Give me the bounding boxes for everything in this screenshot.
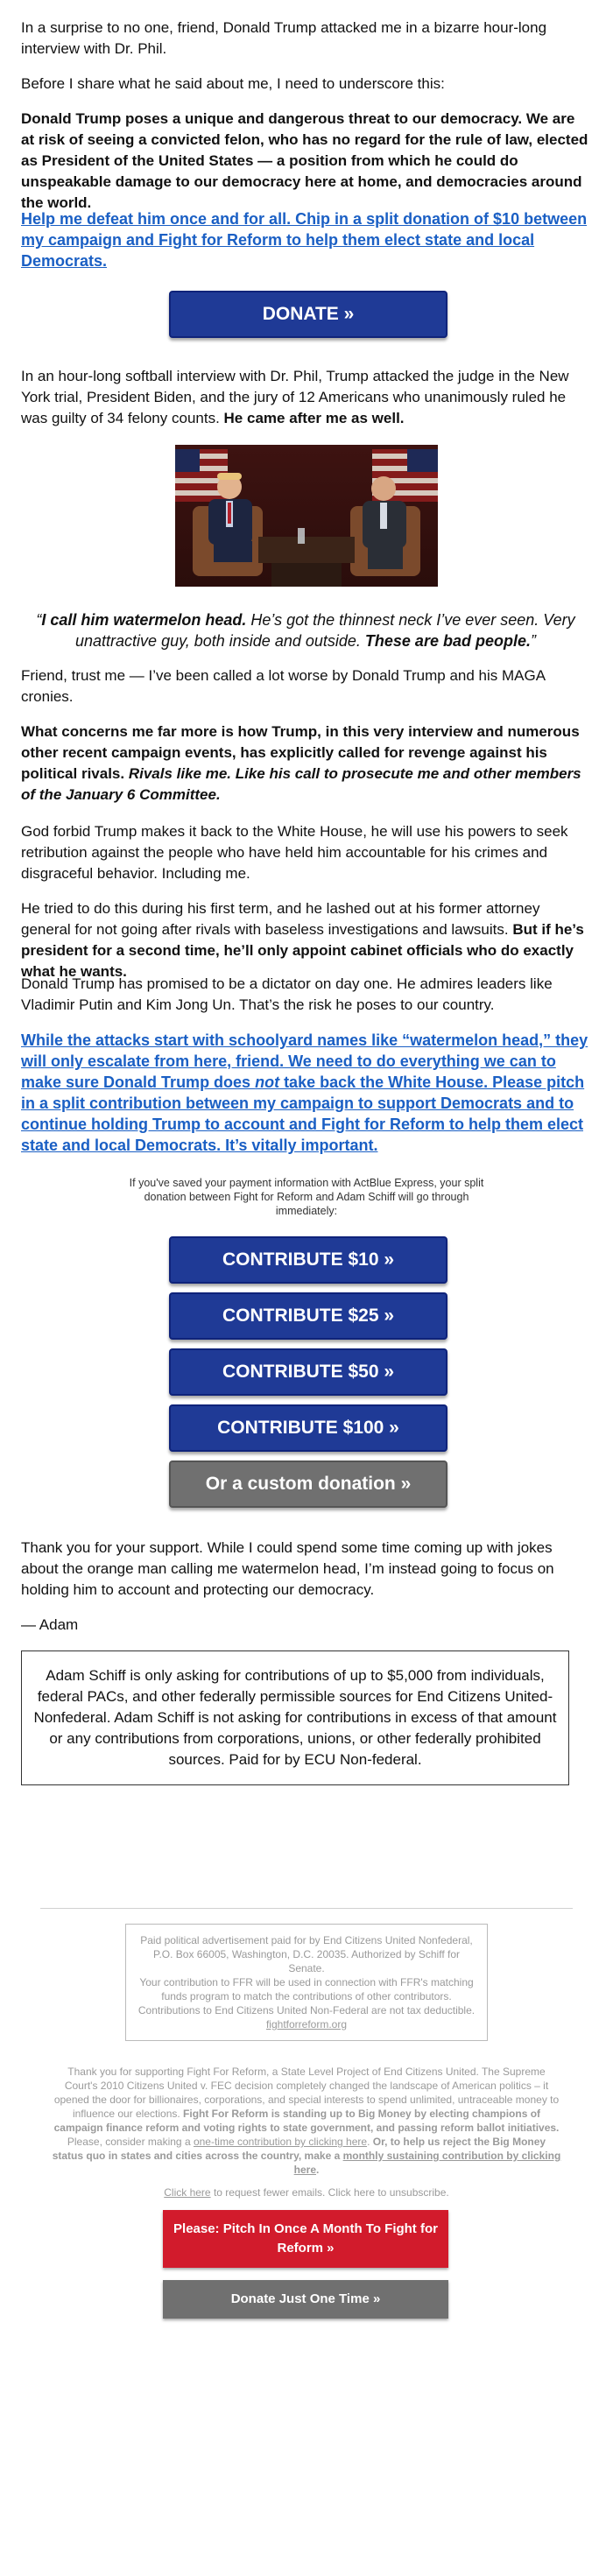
citizens-united-paragraph: [51, 2065, 562, 2135]
body-paragraph: [21, 898, 590, 982]
fightforreform-link[interactable]: fightforreform.org: [265, 2018, 348, 2031]
tax-text: Contributions to End Citizens United Non-Federal are not tax deductible.: [137, 2004, 476, 2016]
revenge-text: What concerns me far more is how Trump, in this very interview and numerous other recent campaign events, has explicitly called for revenge against his political rivals.: [21, 723, 580, 782]
contribute-25-button[interactable]: CONTRIBUTE $25 »: [169, 1292, 447, 1340]
contribute-10-button[interactable]: CONTRIBUTE $10 »: [169, 1236, 447, 1284]
fewer-emails-link[interactable]: Click here: [164, 2186, 211, 2199]
big-money-emphasis: Fight For Reform is standing up to Big Money by electing champions of campaign finance reform and voting rights to state government, and passing reform ballot initiatives.: [53, 2108, 560, 2134]
consider-emphasis: .: [316, 2164, 320, 2176]
revenge-emphasis: Rivals like me. Like his call to prosecute me and other members of the January 6 Committee.: [21, 765, 581, 803]
citizens-united-text: Thank you for supporting Fight For Reform, a State Level Project of End Citizens United. The Supreme Court's 2010 Citizens United v. FEC decision completely changed the landscape of American politics – it opened the door for billionaires, corporations, and special interests to spend unlimited, untraceable money to influence our elections.: [53, 2066, 560, 2120]
footer-divider: [40, 1908, 573, 1909]
contribution-options: [51, 2135, 562, 2177]
one-time-contribution-link[interactable]: one-time contribution by clicking here: [193, 2136, 368, 2148]
email-preferences: [51, 2185, 562, 2199]
consider-text: .: [367, 2136, 373, 2148]
closing-paragraph: Thank you for your support. While I could spend some time coming up with jokes about the orange man calling me watermelon head, I’m instead going to focus on holding him to account and protecting our democracy.: [21, 1539, 554, 1598]
trump-quote: [21, 609, 590, 651]
contribute-50-button[interactable]: CONTRIBUTE $50 »: [169, 1348, 447, 1396]
consider-text: Please, consider making a: [67, 2136, 194, 2148]
body-paragraph: Friend, trust me — I’ve been called a lot worse by Donald Trump and his MAGA cronies.: [21, 667, 546, 705]
quote-emphasis: These are bad people.: [364, 632, 531, 650]
donate-button[interactable]: DONATE »: [169, 291, 447, 338]
consider-emphasis: Or, to help us reject the Big Money status quo in states and cities across the country, make a: [52, 2136, 546, 2162]
quote-emphasis: I call him watermelon head.: [41, 611, 247, 629]
link-text[interactable]: take back the White House. Please pitch in a split contribution between my campaign to support Democrats and to continue holding Trump to account and Fight for Reform to help them elect state and local Democrats. It’s vitally important.: [21, 1073, 585, 1154]
body-paragraph: God forbid Trump makes it back to the White House, he will use his powers to seek retribution against the people who have held him accountable for his crimes and disgraceful behavior. Including me.: [21, 823, 568, 882]
donate-one-time-button[interactable]: Donate Just One Time »: [163, 2280, 448, 2319]
threat-paragraph: Donald Trump poses a unique and dangerous threat to our democracy. We are at risk of seeing a convicted felon, who has no regard for the rule of law, elected as President of the United States — a position from which he could do unspeakable damage to our democracy here at home, and democracies around the world.: [21, 110, 588, 211]
signature: — Adam: [21, 1616, 79, 1633]
contribute-100-button[interactable]: CONTRIBUTE $100 »: [169, 1404, 447, 1452]
paid-for-box: [125, 1924, 488, 2041]
matching-funds-text: Your contribution to FFR will be used in connection with FFR's matching funds program to match the contributions of other contributors.: [139, 1976, 474, 2002]
quote-close: ”: [530, 632, 536, 650]
attorney-general-text: He tried to do this during his first term, and he lashed out at his former attorney general for not going after rivals with baseless investigations and lawsuits.: [21, 900, 540, 938]
intro-paragraph: In a surprise to no one, friend, Donald Trump attacked me in a bizarre hour-long interview with Dr. Phil.: [21, 19, 547, 57]
quote-open: “: [36, 611, 42, 629]
unsubscribe-text[interactable]: to request fewer emails. Click here to unsubscribe.: [210, 2186, 449, 2199]
quote-text: He’s got the thinnest neck I’ve ever seen. Very unattractive guy, both inside and outside.: [75, 611, 575, 650]
interview-text: In an hour-long softball interview with Dr. Phil, Trump attacked the judge in the New York trial, President Biden, and the jury of 12 Americans who unanimously ruled he was guilty of 34 felony counts.: [21, 368, 569, 426]
revenge-paragraph: [21, 721, 590, 806]
body-paragraph: Donald Trump has promised to be a dictator on day one. He admires leaders like Vladimir Putin and Kim Jong Un. That’s the risk he poses to our country.: [21, 975, 553, 1013]
intro-paragraph: Before I share what he said about me, I need to underscore this:: [21, 75, 445, 92]
interview-emphasis: He came after me as well.: [223, 410, 405, 426]
actblue-express-note: If you've saved your payment information with ActBlue Express, your split donation between Fight for Reform and Adam Schiff will go through immediately:: [129, 1177, 484, 1217]
interview-photo: [175, 445, 438, 587]
paid-for-text: Paid political advertisement paid for by End Citizens United Nonfederal, P.O. Box 66005, Washington, D.C. 20035. Authorized by Schiff for Senate.: [140, 1934, 473, 1974]
split-contribution-link[interactable]: [21, 1030, 590, 1156]
link-text[interactable]: While the attacks start with schoolyard names like “watermelon head,” they will only escalate from here, friend. We need to do everything we can to make sure Donald Trump does: [21, 1031, 588, 1091]
monthly-contribution-link[interactable]: monthly sustaining contribution by clicking here: [293, 2150, 561, 2176]
link-text-emphasis[interactable]: not: [255, 1073, 280, 1091]
cabinet-emphasis: But if he’s president for a second time, he’ll only appoint cabinet officials who do exactly what he wants.: [21, 921, 584, 980]
custom-donation-button[interactable]: Or a custom donation »: [169, 1460, 447, 1508]
interview-paragraph: [21, 366, 590, 429]
split-donation-link[interactable]: Help me defeat him once and for all. Chip in a split donation of $10 between my campaign and Fight for Reform to help them elect state and local Democrats.: [21, 210, 588, 270]
legal-disclaimer: Adam Schiff is only asking for contributions of up to $5,000 from individuals, federal PACs, and other federally permissible sources for End Citizens United-Nonfederal. Adam Schiff is not asking for contributions in excess of that amount or any contributions from corporations, unions, or other federally prohibited sources. Paid for by ECU Non-federal.: [21, 1650, 569, 1785]
monthly-pitch-button[interactable]: Please: Pitch In Once A Month To Fight for Reform »: [163, 2210, 448, 2268]
